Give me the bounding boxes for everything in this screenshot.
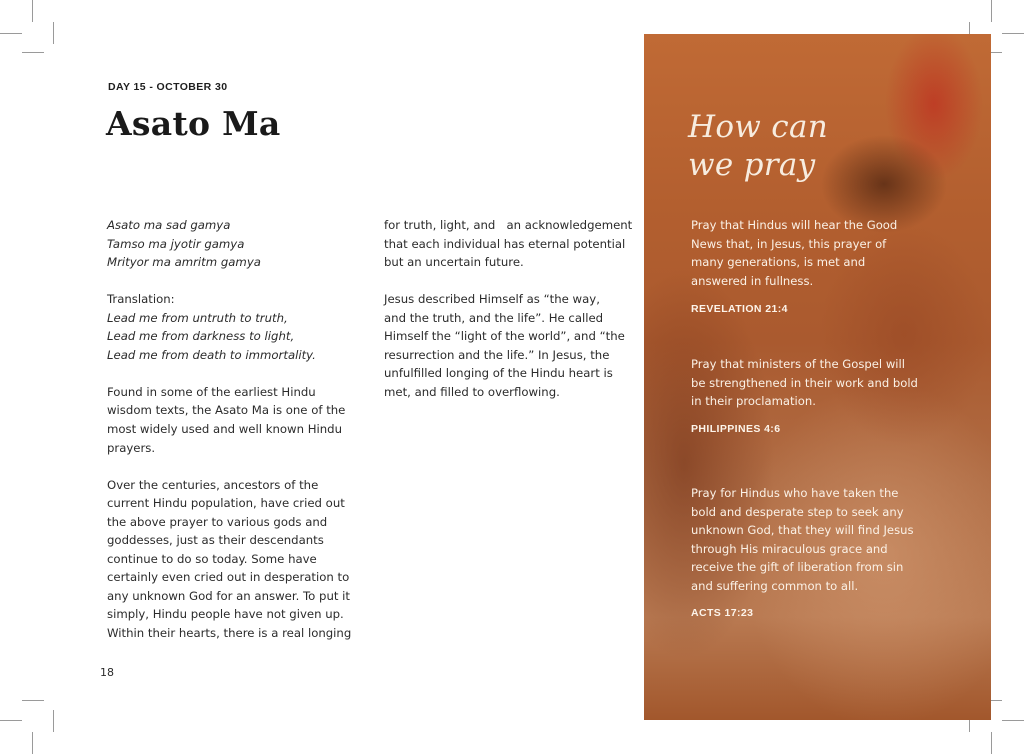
- text-line: and the truth, and the life”. He called: [384, 310, 604, 325]
- prayer-line: of many generations, is met and: [691, 236, 887, 270]
- panel-title-line: How can: [688, 109, 828, 145]
- prayer-line: will be strengthened in their work: [691, 357, 905, 390]
- text-column-1: [107, 216, 359, 661]
- mantra-line: Mrityor ma amritm gamya: [107, 255, 261, 270]
- prayer-line: Pray that Hindus will hear the Good: [691, 218, 898, 232]
- prayer-line: answered in fullness.: [691, 273, 814, 288]
- mantra-line: Tamso ma jyotir gamya: [107, 236, 245, 251]
- text-line: Within their hearts, there is a real longing: [107, 626, 352, 641]
- crop-mark: [0, 33, 22, 34]
- text-column-2: [384, 216, 634, 420]
- text-line: continue to do so today. Some have: [107, 551, 317, 566]
- scripture-reference: PHILIPPINES 4:6: [691, 423, 781, 435]
- scripture-reference: REVELATION 21:4: [691, 303, 788, 315]
- prayer-line: Pray for Hindus who have taken the: [691, 486, 899, 500]
- crop-mark: [22, 700, 44, 701]
- text-line: resurrection and the life.” In Jesus, the: [384, 347, 610, 362]
- crop-mark: [991, 732, 992, 754]
- prayer-line: News that, in Jesus, this prayer: [691, 236, 872, 251]
- crop-mark: [32, 0, 33, 22]
- crop-mark: [32, 732, 33, 754]
- text-line: unfulfilled longing of the Hindu heart is: [384, 366, 613, 381]
- prayer-line: Pray that ministers of the Gospel: [691, 357, 883, 371]
- text-line: but an uncertain future.: [384, 255, 524, 270]
- prayer-line: and receive the gift of liberation from: [691, 541, 888, 575]
- text-line: for truth, light, and an acknowledgement: [384, 218, 633, 232]
- text-line: certainly even cried out in desperation to: [107, 570, 350, 585]
- translation-line: Lead me from untruth to truth,: [107, 310, 288, 325]
- paragraph: [384, 216, 634, 272]
- day-label: DAY 15 - OCTOBER 30: [108, 81, 228, 93]
- paragraph: [107, 476, 359, 643]
- prayer-panel: [644, 34, 991, 720]
- crop-mark: [53, 710, 54, 732]
- panel-title-line: we pray: [688, 147, 816, 183]
- prayer-line: and bold in their proclamation.: [691, 375, 918, 409]
- prayer-text: [691, 355, 921, 411]
- prayer-line: Jesus through His miraculous grace: [691, 523, 914, 556]
- paragraph: [384, 290, 634, 401]
- text-line: wisdom texts, the Asato Ma is one of the: [107, 403, 346, 418]
- text-line: Himself the “light of the world”, and “the: [384, 329, 625, 344]
- prayer-line: bold and desperate step to seek any: [691, 504, 904, 519]
- crop-mark: [1002, 33, 1024, 34]
- mantra: [107, 216, 359, 272]
- text-line: that each individual has eternal potential: [384, 236, 626, 251]
- prayer-text: [691, 216, 921, 290]
- prayer-text: [691, 484, 921, 596]
- crop-mark: [22, 52, 44, 53]
- text-line: goddesses, just as their descendants: [107, 533, 324, 548]
- translation: [107, 290, 359, 364]
- page-title: Asato Ma: [106, 104, 281, 143]
- page-number: 18: [100, 666, 114, 679]
- text-line: any unknown God for an answer. To put it: [107, 588, 350, 603]
- crop-mark: [991, 0, 992, 22]
- translation-line: Lead me from death to immortality.: [107, 347, 316, 362]
- text-line: Jesus described Himself as “the way,: [384, 292, 600, 307]
- translation-label: Translation:: [107, 292, 175, 307]
- crop-mark: [53, 22, 54, 44]
- prayer-line: unknown God, that they will find: [691, 523, 880, 538]
- crop-mark: [1002, 720, 1024, 721]
- paragraph: [107, 383, 359, 457]
- text-line: prayers.: [107, 440, 156, 455]
- text-line: most widely used and well known Hindu: [107, 422, 342, 437]
- text-line: simply, Hindu people have not given up.: [107, 607, 344, 622]
- mantra-line: Asato ma sad gamya: [107, 218, 231, 232]
- prayer-line: sin and suffering common to all.: [691, 560, 904, 593]
- text-line: Over the centuries, ancestors of the: [107, 477, 319, 492]
- text-line: the above prayer to various gods and: [107, 514, 328, 529]
- scripture-reference: ACTS 17:23: [691, 607, 754, 619]
- translation-line: Lead me from darkness to light,: [107, 329, 295, 344]
- text-line: Found in some of the earliest Hindu: [107, 384, 316, 399]
- panel-title: [688, 108, 828, 184]
- text-line: current Hindu population, have cried out: [107, 496, 345, 511]
- text-line: met, and filled to overflowing.: [384, 384, 560, 399]
- crop-mark: [0, 720, 22, 721]
